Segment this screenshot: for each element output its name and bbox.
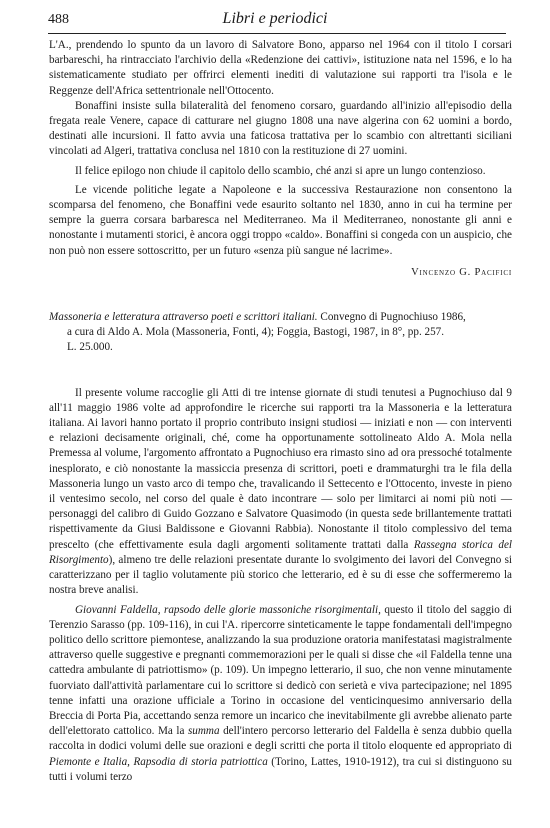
review2-p1-text: Il presente volume raccoglie gli Atti di tre intense giornate di studi tenutesi a Pugnochiuso dal 9 all'11 maggio 1986 volte ad approfondire le ricerche sui rapporti tra la Massoneria e la letteratura italiana. Ai lavori hanno portato il proprio contributo insigni studiosi — iniziati e non — con interventi e relazioni decisamente originali, ché, come ha opportunamente sottolineato Aldo A. Mola nella Premessa al volume, l'argomento affrontato a Pugnochiuso era rimasto sino ad ora pressoché totalmente inesplorato, e ciò nonostante la massiccia presenza di scrittori, poeti e drammaturghi tra le fila della Massoneria lungo un vasto arco di tempo che, travalicando il Settecento e l'Ottocento, investe in pieno il ventesimo secolo, nel corso del quale è dato incontrare — solo per limitarci ai nomi più noti — personaggi del calibro di Guido Gozzano e Salvatore Quasimodo (in questa sede brillantemente trattati rispettivamente da Giusi Baldissone e Giovanni Rabbia). Nonostante il titolo complessivo del tema prescelto (che effettivamente esula dagli argomenti solitamente trattati dalla [49,386,512,551]
citation-title: Massoneria e letteratura attraverso poeti e scrittori italiani. [49,311,318,324]
page-number: 488 [48,12,69,27]
review2-paragraph-2 [49,603,512,785]
review2-p1-end: ), almeno tre delle relazioni presentate durante lo svolgimento dei lavori del Convegno si caratterizzano per il taglio volutamente più storico che letterario, ed è su di esse che soffermeremo la nostra breve analisi. [49,553,512,597]
book-citation [49,310,512,356]
review2-p2-text-c: (Torino, Lattes, 1910-1912), tra cui si distinguono su tutti i volumi terzo [49,755,512,783]
running-header [48,6,502,30]
page-body [49,38,512,785]
review2-p2-summa: summa [187,725,220,738]
running-title: Libri e periodici [222,10,328,27]
citation-line-2: a cura di Aldo A. Mola (Massoneria, Fonti, 4); Foggia, Bastogi, 1987, in 8°, pp. 257. [67,326,445,339]
review1-paragraph-4: Le vicende politiche legate a Napoleone e la successiva Restaurazione non consentono la scomparsa del fenomeno, che Bonaffini vede esaurito soltanto nel 1830, anno in cui ha termine per sempre la guerra corsara barbaresca nel Mediterraneo. Ma il Mediterraneo, nonostante gli anni e nonostante i mutamenti storici, è ancora oggi troppo «caldo». Bonaffini si congeda con un auspicio, che non può non essere sottoscritto, per un futuro «senza più sangue né lacrime». [49,183,512,257]
review1-paragraph-2: Bonaffini insiste sulla bilateralità del fenomeno corsaro, guardando all'inizio all'episodio della fregata reale Venere, capace di catturare nel giugno 1808 una nave algerina con 62 uomini a bordo, destinati alle incursioni. Il fatto avvia una faticosa trattativa per lo scambio con altrettanti siciliani vincolati ad Algeri, trattativa conclusa nel 1810 con la restituzione di 27 uomini. [49,99,512,158]
review2-paragraph-1 [49,386,512,599]
review2-p2-work-title: Piemonte e Italia, Rapsodia di storia patriottica [49,755,268,768]
review2-p2-text-a: questo il titolo del saggio di Terenzio Sarasso (pp. 109-116), in cui l'A. ripercorre sinteticamente le tappe fondamentali dell'impegno politico dello scrittore piemontese, analizzando la sua produzione oratoria manifestatasi magistralmente attraverso quelle suggestive e pregnanti commemorazioni per le quali si disse che «il Faldella tenne una cattedra ambulante di patriottismo» (p. 109). Un impegno letterario, il suo, che non venne minutamente fuorviato dall'attività parlamentare cui lo scrittore si dedicò con serietà e viva partecipazione; nel 1895 tenne infatti una orazione ufficiale a Torino in occasione del venticinquesimo anniversario della Breccia di Porta Pia, accettando senza remore un incarico che inevitabilmente gli avrebbe alienato parte dell'elettorato cattolico. Ma la [49,603,512,738]
review1-paragraph-3: Il felice epilogo non chiude il capitolo dello scambio, ché anzi si apre un lungo contenzioso. [75,164,486,177]
review2-p2-title: Giovanni Faldella, rapsodo delle glorie massoniche risorgimentali, [75,603,381,616]
review1-signature: Vincenzo G. Pacifici [411,266,512,278]
citation-line-3: L. 25.000. [67,341,113,354]
review2-p1-journal: Rassegna storica del Risorgimento [49,538,512,566]
citation-line-1 [49,310,512,325]
review1-paragraph-1: L'A., prendendo lo spunto da un lavoro di Salvatore Bono, apparso nel 1964 con il titolo I corsari barbareschi, ha rintracciato l'archivio della «Redenzione dei cattivi», istituzione nata nel 1596, e lo ha sistematicamente studiato per offrirci elementi inediti di valutazione sui rapporti tra l'isola e le Reggenze dell'Africa settentrionale nell'Ottocento. [49,39,512,97]
citation-line-1-rest: Convegno di Pugnochiuso 1986, [317,311,466,324]
review2-p2-text-b: dell'intero percorso letterario del Faldella è senza dubbio quella raccolta in dodici volumi delle sue orazioni e degli scritti che porta il titolo eloquente ed appropriato di [49,725,512,753]
header-rule [48,33,506,34]
